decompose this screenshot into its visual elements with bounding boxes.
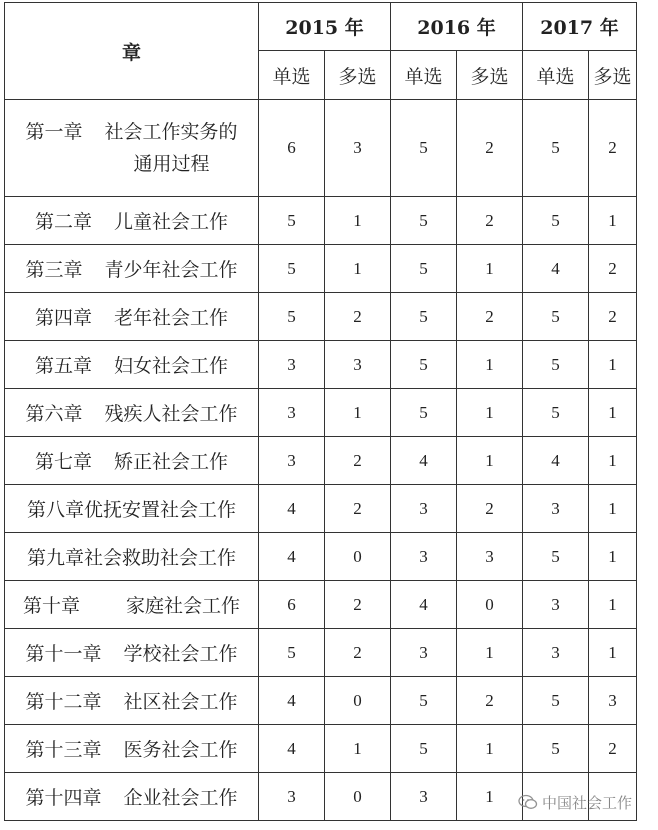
single-choice-count: 3 — [259, 389, 325, 437]
multi-choice-count: 0 — [325, 677, 391, 725]
year-2016-header: 2016 年 — [391, 3, 523, 51]
single-choice-count: 3 — [391, 533, 457, 581]
chapter-title: 社区社会工作 — [123, 691, 238, 713]
chapter-number: 第一章 — [25, 121, 83, 143]
chapter-number: 第十二章 — [25, 691, 102, 713]
multi-choice-count: 2 — [457, 293, 523, 341]
single-choice-count: 5 — [391, 677, 457, 725]
single-choice-count: 5 — [259, 629, 325, 677]
single-choice-count: 3 — [523, 485, 589, 533]
multi-choice-count: 1 — [325, 197, 391, 245]
multi-choice-header: 多选 — [325, 51, 391, 100]
chapter-number: 第六章 — [25, 403, 83, 425]
single-choice-count: 5 — [391, 100, 457, 197]
chapter-number: 第四章 — [34, 307, 92, 329]
chapter-name-cell — [5, 485, 259, 533]
table-row — [5, 293, 637, 341]
chapter-number: 第八章 — [26, 499, 84, 521]
single-choice-count: 4 — [259, 533, 325, 581]
table-row — [5, 485, 637, 533]
chapter-name-cell — [5, 773, 259, 821]
chapter-number: 第二章 — [34, 211, 92, 233]
chapter-number: 第三章 — [25, 259, 83, 281]
single-choice-count: 5 — [523, 100, 589, 197]
single-choice-count: 4 — [523, 245, 589, 293]
multi-choice-header: 多选 — [589, 51, 637, 100]
single-choice-count: 5 — [391, 197, 457, 245]
table-row — [5, 533, 637, 581]
chapter-title: 学校社会工作 — [123, 643, 238, 665]
chapter-title: 矫正社会工作 — [114, 451, 229, 473]
multi-choice-count: 2 — [457, 100, 523, 197]
chapter-name-cell — [5, 293, 259, 341]
chapter-name-cell — [5, 245, 259, 293]
chapter-name-cell — [5, 677, 259, 725]
single-choice-count: 4 — [259, 485, 325, 533]
chapter-column-header: 章 — [5, 3, 259, 100]
chapter-title: 残疾人社会工作 — [104, 403, 238, 425]
multi-choice-count: 2 — [325, 437, 391, 485]
multi-choice-count: 1 — [325, 725, 391, 773]
table-row — [5, 341, 637, 389]
chapter-name-cell — [5, 629, 259, 677]
chapter-number: 第十章 — [22, 595, 80, 617]
multi-choice-count: 3 — [325, 100, 391, 197]
multi-choice-count: 3 — [457, 533, 523, 581]
watermark-text: 中国社会工作 — [542, 793, 633, 812]
chapter-name-cell — [5, 581, 259, 629]
chapter-name-cell — [5, 341, 259, 389]
multi-choice-count: 2 — [325, 293, 391, 341]
table-row — [5, 197, 637, 245]
multi-choice-count: 1 — [589, 341, 637, 389]
single-choice-count: 5 — [523, 341, 589, 389]
chapter-number: 第十三章 — [25, 739, 102, 761]
chapter-name-cell — [5, 533, 259, 581]
multi-choice-count: 3 — [589, 677, 637, 725]
multi-choice-count: 2 — [589, 245, 637, 293]
chapter-title: 青少年社会工作 — [104, 259, 238, 281]
multi-choice-header: 多选 — [457, 51, 523, 100]
single-choice-count: 5 — [259, 197, 325, 245]
chapter-title: 妇女社会工作 — [114, 355, 229, 377]
multi-choice-count: 1 — [325, 245, 391, 293]
single-choice-count: 3 — [391, 773, 457, 821]
single-choice-count: 4 — [391, 581, 457, 629]
single-choice-count: 5 — [523, 725, 589, 773]
single-choice-count: 3 — [391, 629, 457, 677]
chapter-name-cell — [5, 100, 259, 197]
chapter-name-cell — [5, 437, 259, 485]
single-choice-count: 5 — [391, 245, 457, 293]
table-row — [5, 629, 637, 677]
multi-choice-count: 1 — [457, 245, 523, 293]
single-choice-count: 3 — [259, 773, 325, 821]
single-choice-count: 6 — [259, 100, 325, 197]
single-choice-count: 4 — [259, 677, 325, 725]
chapter-title-continued: 通用过程 — [133, 153, 210, 175]
multi-choice-count: 0 — [457, 581, 523, 629]
chapter-title: 医务社会工作 — [123, 739, 238, 761]
multi-choice-count: 1 — [589, 389, 637, 437]
year-2015-header: 2015 年 — [259, 3, 391, 51]
chapter-name-cell — [5, 389, 259, 437]
multi-choice-count: 0 — [325, 533, 391, 581]
chapter-title: 社会工作实务的 — [104, 121, 238, 143]
single-choice-count: 3 — [391, 485, 457, 533]
single-choice-count: 4 — [259, 725, 325, 773]
single-choice-count: 3 — [259, 341, 325, 389]
chapter-title: 儿童社会工作 — [114, 211, 229, 233]
single-choice-count: 5 — [259, 293, 325, 341]
multi-choice-count: 2 — [325, 485, 391, 533]
multi-choice-count: 1 — [325, 389, 391, 437]
watermark — [518, 790, 632, 814]
single-choice-count: 5 — [391, 389, 457, 437]
chapter-title: 社会救助社会工作 — [84, 547, 237, 569]
year-2017-header: 2017 年 — [523, 3, 637, 51]
single-choice-header: 单选 — [259, 51, 325, 100]
multi-choice-count: 2 — [457, 677, 523, 725]
multi-choice-count: 1 — [589, 485, 637, 533]
single-choice-count: 4 — [523, 437, 589, 485]
single-choice-count: 4 — [391, 437, 457, 485]
single-choice-count: 5 — [391, 725, 457, 773]
multi-choice-count: 1 — [589, 629, 637, 677]
chapter-number: 第五章 — [34, 355, 92, 377]
single-choice-count: 5 — [523, 197, 589, 245]
single-choice-count: 5 — [523, 677, 589, 725]
multi-choice-count: 2 — [457, 485, 523, 533]
multi-choice-count: 3 — [325, 341, 391, 389]
table-row — [5, 437, 637, 485]
table-row — [5, 581, 637, 629]
multi-choice-count: 0 — [325, 773, 391, 821]
chapter-title: 优抚安置社会工作 — [84, 499, 237, 521]
multi-choice-count: 1 — [589, 437, 637, 485]
table-row — [5, 245, 637, 293]
chapter-name-cell — [5, 725, 259, 773]
single-choice-count: 5 — [523, 389, 589, 437]
multi-choice-count: 1 — [457, 389, 523, 437]
table-row — [5, 677, 637, 725]
chapter-title: 家庭社会工作 — [126, 595, 241, 617]
single-choice-count: 3 — [259, 437, 325, 485]
chapter-question-table — [4, 2, 637, 821]
chapter-number: 第十四章 — [25, 787, 102, 809]
multi-choice-count: 2 — [325, 629, 391, 677]
chapter-number: 第十一章 — [25, 643, 102, 665]
chapter-title: 老年社会工作 — [114, 307, 229, 329]
multi-choice-count: 2 — [589, 725, 637, 773]
single-choice-count: 6 — [259, 581, 325, 629]
table-header — [5, 3, 637, 100]
multi-choice-count: 1 — [589, 581, 637, 629]
chapter-title: 企业社会工作 — [123, 787, 238, 809]
single-choice-header: 单选 — [523, 51, 589, 100]
single-choice-count: 3 — [523, 629, 589, 677]
chapter-name-cell — [5, 197, 259, 245]
single-choice-count: 3 — [523, 581, 589, 629]
single-choice-count: 5 — [523, 533, 589, 581]
single-choice-count: 5 — [391, 341, 457, 389]
multi-choice-count: 1 — [457, 341, 523, 389]
multi-choice-count: 2 — [589, 293, 637, 341]
single-choice-count: 5 — [523, 293, 589, 341]
chapter-number: 第九章 — [26, 547, 84, 569]
multi-choice-count: 2 — [589, 100, 637, 197]
table-body — [5, 100, 637, 821]
multi-choice-count: 1 — [457, 773, 523, 821]
table-row — [5, 725, 637, 773]
multi-choice-count: 1 — [457, 725, 523, 773]
single-choice-count: 5 — [391, 293, 457, 341]
chapter-number: 第七章 — [34, 451, 92, 473]
multi-choice-count: 1 — [457, 629, 523, 677]
multi-choice-count: 1 — [589, 533, 637, 581]
multi-choice-count: 1 — [457, 437, 523, 485]
table-row — [5, 389, 637, 437]
single-choice-count: 5 — [259, 245, 325, 293]
multi-choice-count: 2 — [457, 197, 523, 245]
wechat-icon — [518, 794, 538, 810]
single-choice-header: 单选 — [391, 51, 457, 100]
multi-choice-count: 1 — [589, 197, 637, 245]
multi-choice-count: 2 — [325, 581, 391, 629]
table-row — [5, 100, 637, 197]
